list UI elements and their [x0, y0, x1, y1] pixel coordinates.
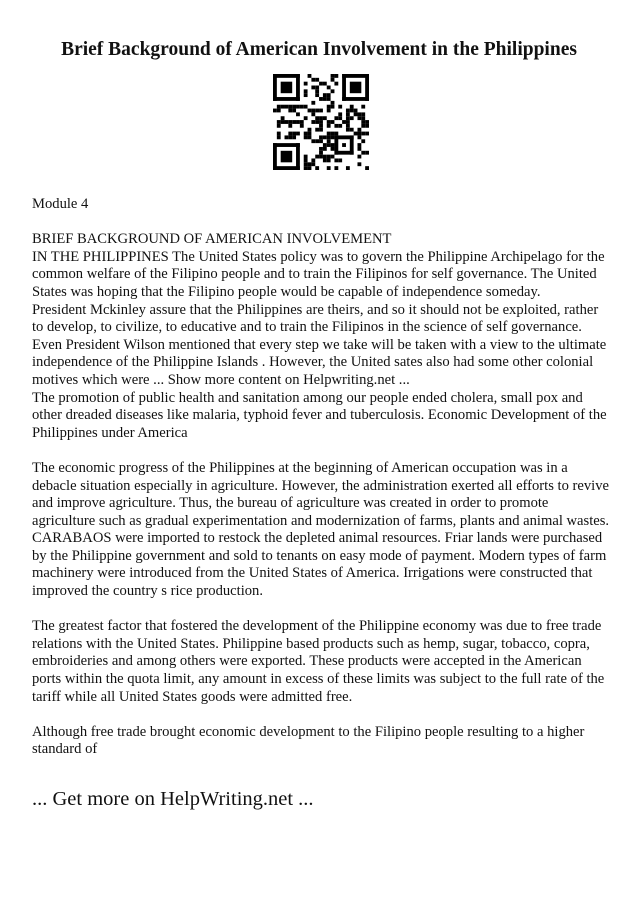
- document-body: [32, 196, 612, 811]
- paragraph-free-trade: The greatest factor that fostered the development of the Philippine economy was due to free trade relations with the United States. Philippine based products such as hemp, sugar, tobacco, copra, embroideries and among others were exported. These products were accepted in the American ports within the quota limit, any amount in excess of these limits was subject to the full rate of the tariff while all United States goods were admitted free.: [32, 618, 605, 705]
- page-title: Brief Background of American Involvement in the Philippines: [61, 39, 577, 60]
- qr-code-icon: [273, 74, 369, 170]
- module-label: Module 4: [32, 196, 89, 212]
- paragraph-conclusion: Although free trade brought economic development to the Filipino people resulting to a higher standard of: [32, 723, 585, 758]
- get-more-link[interactable]: ... Get more on HelpWriting.net ...: [32, 788, 314, 810]
- paragraph-economic-progress: The economic progress of the Philippines at the beginning of American occupation was in a debacle situation especially in agriculture. However, the administration exerted all efforts to revive and improve agriculture. Thus, the bureau of agriculture was created in order to promote agriculture such as gradual experimentation and modernization of farms, plants and animal wastes. CARABAOS were imported to restock the depleted animal resources. Friar lands were purchased by the Philippine government and sold to tenants on easy mode of payment. Modern types of farm machinery were introduced from the United States of America. Irrigations were constructed that improved the country s rice production.: [32, 459, 610, 600]
- paragraph-background: BRIEF BACKGROUND OF AMERICAN INVOLVEMENT IN THE PHILIPPINES The United States policy was to govern the Philippine Archipelago for the common welfare of the Filipino people and to train the Filipinos for self governance. The United States was hoping that the Filipino people would be capable of independence someday. President Mckinley assure that the Philippines are theirs, and so it should not be exploited, rather to develop, to civilize, to educative and to train the Filipinos in the science of self governance. Even President Wilson mentioned that every step we take will be taken with a view to the ultimate independence of the Philippine Islands . However, the United sates also had some other colonial motives which were ... Show more content on Helpwriting.net ... The promotion of public health and sanitation among our people ended cholera, small pox and other dreaded diseases like malaria, typhoid fever and tuberculosis. Economic Development of the Philippines under America: [32, 231, 607, 441]
